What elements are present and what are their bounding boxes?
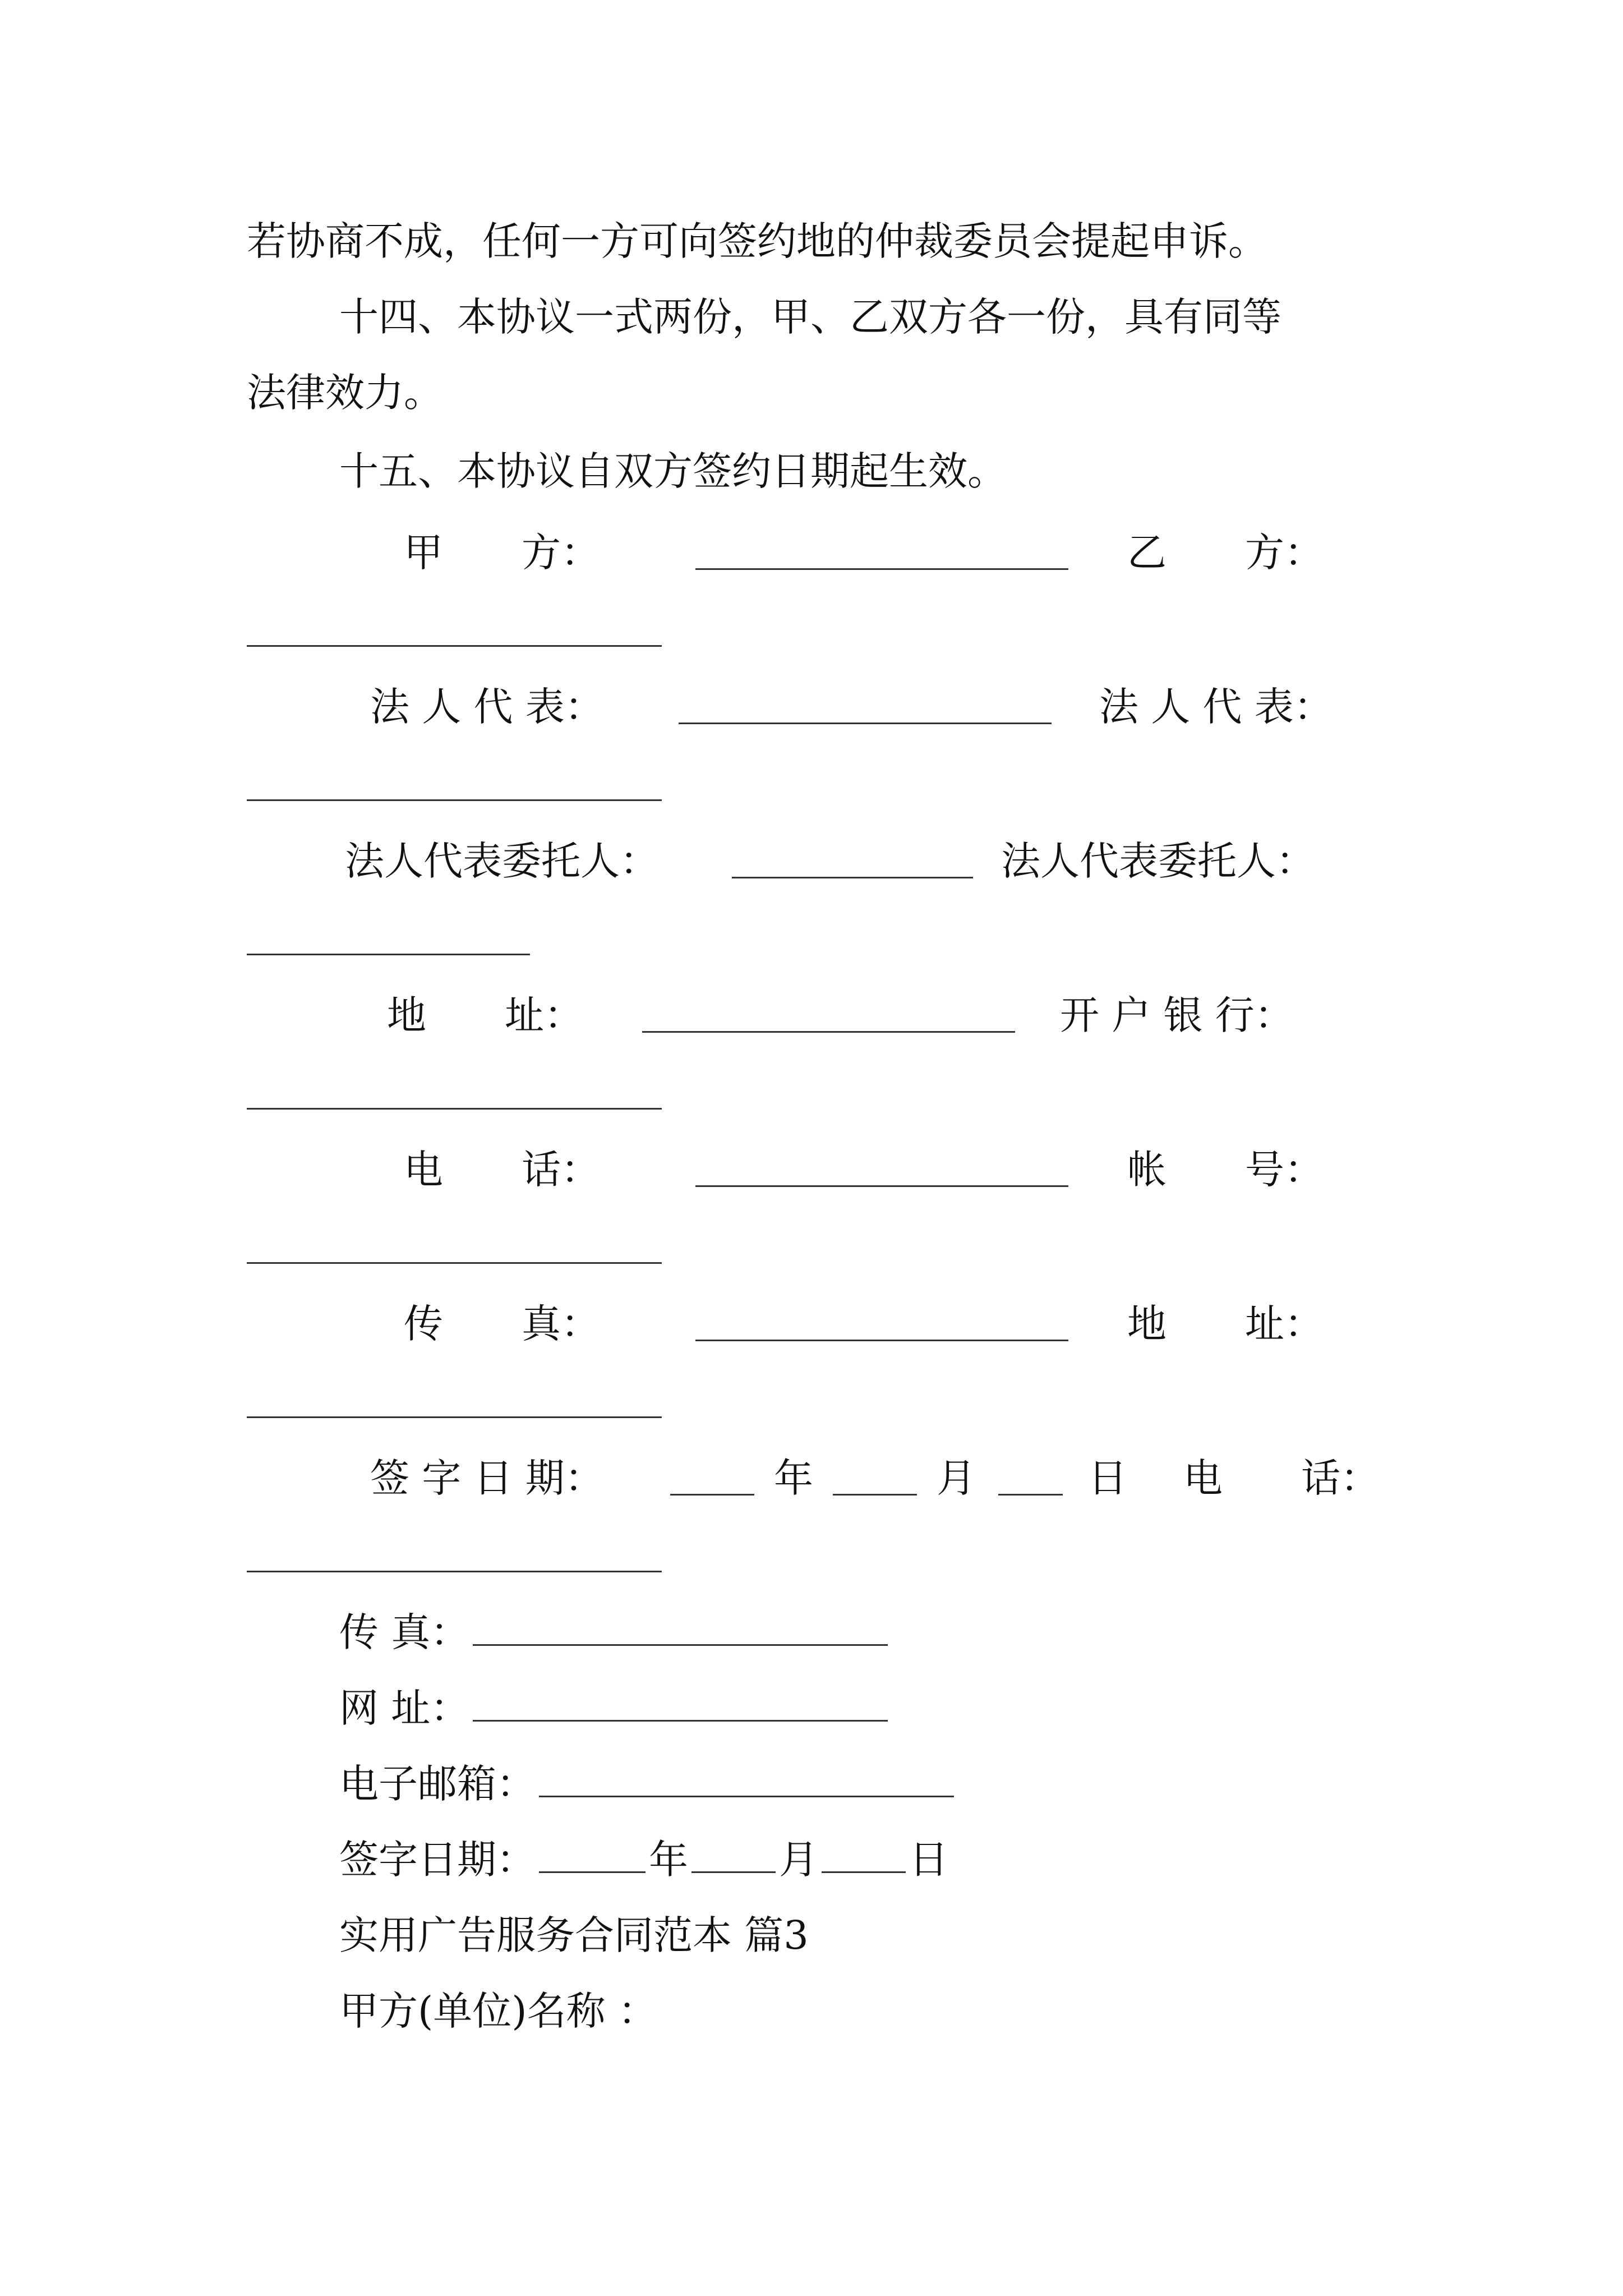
month-label: 月 <box>937 1455 976 1501</box>
fax-blank[interactable] <box>473 1611 888 1646</box>
signature-row-phone-account <box>247 1142 1374 1198</box>
email-label: 电子邮箱： <box>339 1761 536 1807</box>
sign-year-blank[interactable] <box>539 1838 645 1873</box>
signature-row-address-bank <box>247 987 1374 1043</box>
address-a-blank[interactable] <box>642 1031 1015 1033</box>
legal-rep-b-label: 法 人 代 表： <box>1099 684 1333 730</box>
phone-a-label: 电 话： <box>404 1147 600 1193</box>
bank-b-label: 开 户 银 行： <box>1060 992 1294 1038</box>
party-a-blank[interactable] <box>695 568 1068 570</box>
sign-day-label: 日 <box>909 1837 948 1883</box>
sign-month-blank[interactable] <box>691 1838 776 1873</box>
delegate-a-label: 法人代表委托人： <box>345 838 659 884</box>
party-b-label: 乙 方： <box>1127 530 1324 576</box>
website-line <box>339 1680 1478 1736</box>
legal-rep-a-label: 法 人 代 表： <box>370 684 604 730</box>
section-title: 实用广告服务合同范本 篇3 <box>339 1912 809 1958</box>
sign-year-label: 年 <box>649 1837 688 1883</box>
paragraph-clause-14-cont: 法律效力。 <box>247 370 443 416</box>
signature-row-delegate <box>247 833 1374 889</box>
signature-row-date-phone <box>247 1450 1380 1506</box>
fax-a-label: 传 真： <box>404 1301 600 1347</box>
signature-row-party <box>247 524 1374 581</box>
legal-rep-b-blank[interactable] <box>247 799 662 801</box>
paragraph-clause-15: 十五、本协议自双方签约日期起生效。 <box>339 448 1007 494</box>
day-blank[interactable] <box>998 1494 1063 1496</box>
party-b-blank[interactable] <box>247 645 662 647</box>
paragraph-arbitration: 若协商不成，任何一方可向签约地的仲裁委员会提起申诉。 <box>247 218 1267 264</box>
delegate-b-label: 法人代表委托人： <box>1001 838 1315 884</box>
signature-row-fax-address <box>247 1296 1374 1352</box>
phone-b-blank[interactable] <box>247 1571 662 1572</box>
account-b-blank[interactable] <box>247 1262 662 1264</box>
party-a-label: 甲 方： <box>404 530 600 576</box>
website-label: 网 址： <box>339 1685 470 1731</box>
sign-month-label: 月 <box>779 1837 818 1883</box>
bank-b-blank[interactable] <box>247 1108 662 1110</box>
delegate-a-blank[interactable] <box>732 877 973 878</box>
address-b-blank[interactable] <box>247 1416 662 1418</box>
sign-date-label: 签字日期： <box>339 1837 536 1883</box>
website-blank[interactable] <box>473 1686 888 1722</box>
party-a-name-line: 甲方(单位)名称 ： <box>339 1988 657 2034</box>
sign-date-a-label: 签 字 日 期： <box>370 1455 604 1501</box>
fax-label: 传 真： <box>339 1609 470 1655</box>
fax-line <box>339 1604 1478 1660</box>
sign-date-line <box>339 1832 1478 1888</box>
delegate-b-blank[interactable] <box>247 954 530 955</box>
day-label: 日 <box>1088 1455 1127 1501</box>
month-blank[interactable] <box>833 1494 917 1496</box>
email-blank[interactable] <box>539 1762 954 1797</box>
fax-a-blank[interactable] <box>695 1340 1068 1341</box>
phone-a-blank[interactable] <box>695 1185 1068 1187</box>
year-label: 年 <box>774 1455 813 1501</box>
paragraph-clause-14: 十四、本协议一式两份，甲、乙双方各一份，具有同等 <box>339 294 1281 340</box>
signature-row-legal-rep <box>247 679 1374 735</box>
phone-b-label: 电 话： <box>1183 1455 1380 1501</box>
email-line <box>339 1756 1478 1812</box>
legal-rep-a-blank[interactable] <box>679 723 1052 724</box>
sign-day-blank[interactable] <box>822 1838 906 1873</box>
address-a-label: 地 址： <box>387 992 583 1038</box>
account-b-label: 帐 号： <box>1127 1147 1324 1193</box>
address-b-label: 地 址： <box>1127 1301 1324 1347</box>
year-blank[interactable] <box>670 1494 754 1496</box>
